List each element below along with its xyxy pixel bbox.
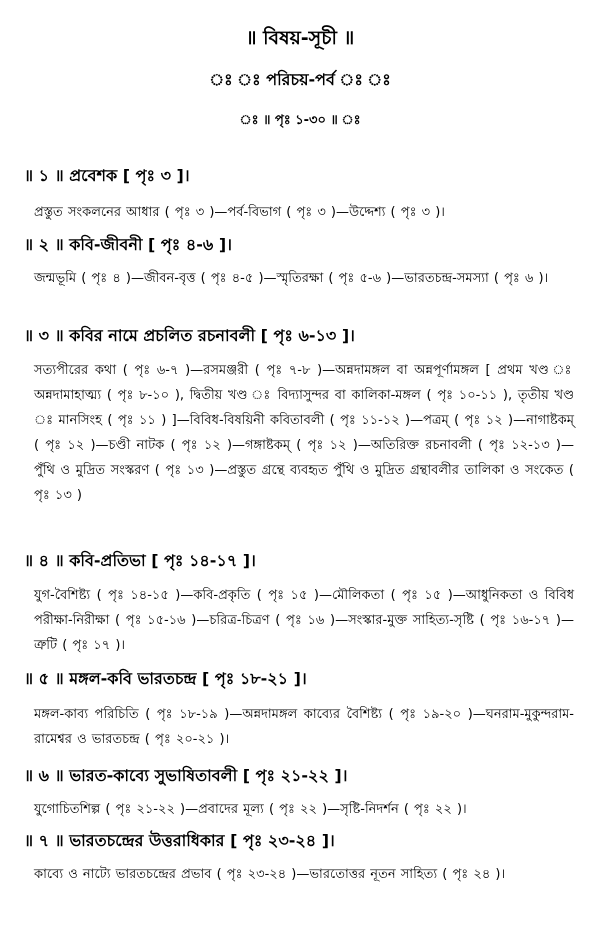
section-pages: [ পৃঃ ২১-২২ ]। bbox=[242, 766, 348, 785]
section-pages: [ পৃঃ ১৪-১৭ ]। bbox=[151, 551, 256, 570]
section-title: ॥ ৫ ॥ মঙ্গল-কবি ভারতচন্দ্র bbox=[24, 669, 197, 688]
section-contents: প্রস্তুত সংকলনের আধার ( পৃঃ ৩ )—পর্ব-বিভাগ ( পৃঃ ৩ )—উদ্দেশ্য ( পৃঃ ৩ )। bbox=[34, 205, 445, 220]
section-contents: সত্যপীরের কথা ( পৃঃ ৬-৭ )—রসমঞ্জরী ( পৃঃ ৭-৮ )—অন্নদামঙ্গল বা অন্নপূর্ণামঙ্গল [ প্রথম খণ্ড ঃ অন্নদামাহাত্ম্য ( পৃঃ ৮-১০ ), দ্বিতীয় খণ্ড ঃ বিদ্যাসুন্দর বা কালিকা-মঙ্গল ( পৃঃ ১০-১১ ), তৃতীয় খণ্ড ঃ মানসিংহ ( পৃঃ ১১ ) ]—বিবিধ-বিষয়িনী কবিতাবলী ( পৃঃ ১১-১২ )—পত্রম্ ( পৃঃ ১২ )—নাগাষ্টকম্ ( পৃঃ ১২ )—চণ্ডী নাটক ( পৃঃ ১২ )—গঙ্গাষ্টকম্ ( পৃঃ ১২ )—অতিরিক্ত রচনাবলী ( পৃঃ ১২-১৩ )—পুঁথি ও মুদ্রিত সংস্করণ ( পৃঃ ১৩ )—প্রস্তুত গ্রন্থে ব্যবহৃত পুঁথি ও মুদ্রিত গ্রন্থাবলীর তালিকা ও সংকেত ( পৃঃ ১৩ ) bbox=[34, 363, 574, 503]
section-contents: মঙ্গল-কাব্য পরিচিতি ( পৃঃ ১৮-১৯ )—অন্নদামঙ্গল কাব্যের বৈশিষ্ট্য ( পৃঃ ১৯-২০ )—ঘনরাম-মুকুন্দরাম-রামেশ্বর ও ভারতচন্দ্র ( পৃঃ ২০-২১ )। bbox=[34, 707, 574, 747]
section-contents: জন্মভূমি ( পৃঃ ৪ )—জীবন-বৃত্ত ( পৃঃ ৪-৫ )—স্মৃতিরক্ষা ( পৃঃ ৫-৬ )—ভারতচন্দ্র-সমস্যা ( পৃঃ ৬ )। bbox=[34, 271, 549, 286]
section-title: ॥ ৭ ॥ ভারতচন্দ্রের উত্তরাধিকার bbox=[24, 831, 225, 850]
part-title: ঃ ঃ পরিচয়-পর্ব ঃ ঃ bbox=[209, 70, 391, 89]
section-title: ॥ ৬ ॥ ভারত-কাব্যে সুভাষিতাবলী bbox=[24, 766, 238, 785]
section-heading bbox=[24, 163, 190, 190]
section-pages: [ পৃঃ ১৮-২১ ]। bbox=[202, 669, 307, 688]
part-page-range: ঃ ॥ পৃঃ ১-৩০ ॥ ঃ bbox=[239, 113, 361, 128]
section-heading bbox=[24, 763, 347, 790]
section-heading bbox=[24, 323, 355, 350]
section-title: ॥ ৪ ॥ কবি-প্রতিভা bbox=[24, 551, 146, 570]
section-heading bbox=[24, 232, 232, 259]
section-pages: [ পৃঃ ৩ ]। bbox=[122, 166, 190, 185]
section-pages: [ পৃঃ ৪-৬ ]। bbox=[148, 235, 232, 254]
section-pages: [ পৃঃ ৬-১৩ ]। bbox=[260, 326, 355, 345]
section-heading bbox=[24, 666, 307, 693]
section-contents: কাব্যে ও নাট্যে ভারতচন্দ্রের প্রভাব ( পৃঃ ২৩-২৪ )—ভারতোত্তর নূতন সাহিত্য ( পৃঃ ২৪ )। bbox=[34, 867, 506, 882]
section-contents: যুগোচিতশিল্প ( পৃঃ ২১-২২ )—প্রবাদের মূল্য ( পৃঃ ২২ )—সৃষ্টি-নিদর্শন ( পৃঃ ২২ )। bbox=[34, 802, 467, 817]
section-title: ॥ ২ ॥ কবি-জীবনী bbox=[24, 235, 143, 254]
section-heading bbox=[24, 548, 256, 575]
page-title: ॥ বিষয়-সূচী ॥ bbox=[245, 27, 355, 49]
section-title: ॥ ৩ ॥ কবির নামে প্রচলিত রচনাবলী bbox=[24, 326, 256, 345]
section-pages: [ পৃঃ ২৩-২৪ ]। bbox=[230, 831, 335, 850]
section-heading bbox=[24, 828, 335, 855]
section-contents: যুগ-বৈশিষ্ট্য ( পৃঃ ১৪-১৫ )—কবি-প্রকৃতি ( পৃঃ ১৫ )—মৌলিকতা ( পৃঃ ১৫ )—আধুনিকতা ও বিবিধ পরীক্ষা-নিরীক্ষা ( পৃঃ ১৫-১৬ )—চরিত্র-চিত্রণ ( পৃঃ ১৬ )—সংস্কার-মুক্ত সাহিত্য-সৃষ্টি ( পৃঃ ১৬-১৭ )—ত্রুটি ( পৃঃ ১৭ )। bbox=[34, 588, 574, 653]
section-title: ॥ ১ ॥ প্রবেশক bbox=[24, 166, 118, 185]
